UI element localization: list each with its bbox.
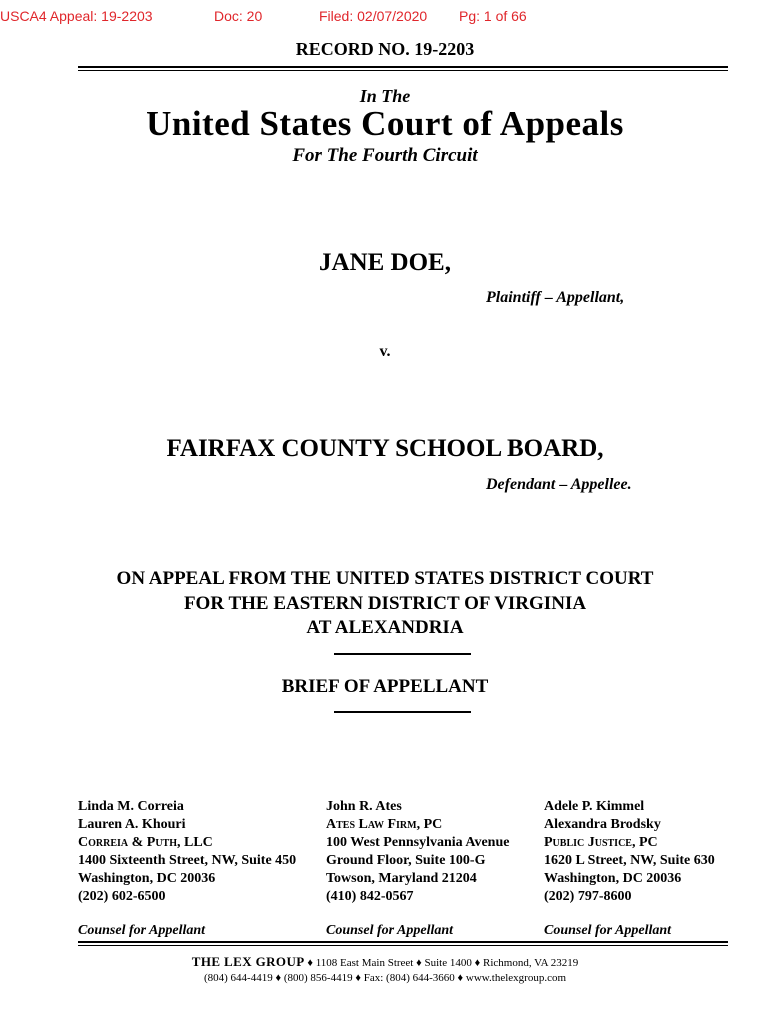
in-the-heading: In The	[359, 86, 411, 106]
counsel-phone: (202) 797-8600	[544, 889, 632, 904]
printer-city: Richmond, VA 23219	[483, 957, 579, 969]
counsel-phone: (202) 602-6500	[78, 889, 166, 904]
printer-fax: Fax: (804) 644-3660	[363, 972, 455, 984]
doc-number-stamp: Doc: 20	[214, 8, 263, 24]
diamond-separator-icon: ♦	[457, 972, 464, 984]
counsel-name: Linda M. Correia	[78, 799, 184, 814]
brief-rule-top	[334, 653, 471, 655]
counsel-address: Ground Floor, Suite 100-G	[326, 853, 486, 868]
versus: v.	[379, 343, 391, 360]
counsel-name: Adele P. Kimmel	[544, 799, 645, 814]
counsel-address: Washington, DC 20036	[78, 871, 216, 886]
header-rule-thin	[78, 70, 728, 71]
defendant-role: Defendant – Appellee.	[486, 476, 632, 493]
circuit-name: For The Fourth Circuit	[292, 145, 478, 166]
counsel-block-ates	[326, 798, 509, 906]
appeal-line-3: AT ALEXANDRIA	[306, 617, 464, 638]
counsel-firm: Correia & Puth, LLC	[78, 835, 213, 850]
printer-footer-line-2	[0, 972, 770, 984]
counsel-name: Alexandra Brodsky	[544, 817, 661, 832]
footer-rule-thick	[78, 941, 728, 943]
counsel-firm: Ates Law Firm, PC	[326, 817, 443, 832]
printer-street: 1108 East Main Street	[315, 957, 414, 969]
diamond-separator-icon: ♦	[416, 957, 422, 969]
counsel-address: 1620 L Street, NW, Suite 630	[544, 853, 715, 868]
diamond-separator-icon: ♦	[355, 972, 361, 984]
diamond-separator-icon: ♦	[474, 957, 481, 969]
brief-title: BRIEF OF APPELLANT	[281, 676, 489, 697]
printer-phone: (800) 856-4419	[283, 972, 353, 984]
printer-suite: Suite 1400	[424, 957, 472, 969]
counsel-role: Counsel for Appellant	[326, 923, 454, 938]
diamond-separator-icon: ♦	[307, 957, 313, 969]
counsel-address: 1400 Sixteenth Street, NW, Suite 450	[78, 853, 297, 868]
counsel-address: Towson, Maryland 21204	[326, 871, 477, 886]
counsel-block-correia	[78, 798, 296, 906]
footer-rule-thin	[78, 945, 728, 946]
court-name: United States Court of Appeals	[146, 104, 624, 143]
counsel-role: Counsel for Appellant	[544, 923, 672, 938]
appeal-line-2: FOR THE EASTERN DISTRICT OF VIRGINIA	[183, 593, 587, 614]
brief-rule-bottom	[334, 711, 471, 713]
counsel-phone: (410) 842-0567	[326, 889, 414, 904]
appeal-number-stamp: USCA4 Appeal: 19-2203	[0, 8, 153, 24]
printer-phone: (804) 644-4419	[203, 972, 273, 984]
header-rule-thick	[78, 66, 728, 68]
appeal-line-1: ON APPEAL FROM THE UNITED STATES DISTRICT COURT	[116, 568, 654, 589]
diamond-separator-icon: ♦	[275, 972, 282, 984]
printer-name: THE LEX GROUP	[191, 954, 305, 969]
page-count-stamp: Pg: 1 of 66	[459, 8, 527, 24]
counsel-name: Lauren A. Khouri	[78, 817, 186, 832]
plaintiff-name: JANE DOE,	[319, 249, 451, 276]
plaintiff-role: Plaintiff – Appellant,	[486, 289, 625, 306]
counsel-name: John R. Ates	[326, 799, 402, 814]
filed-date-stamp: Filed: 02/07/2020	[319, 8, 428, 24]
printer-footer-line-1	[0, 954, 770, 970]
counsel-block-kimmel	[544, 798, 715, 906]
counsel-address: Washington, DC 20036	[544, 871, 682, 886]
counsel-firm: Public Justice, PC	[544, 835, 658, 850]
counsel-address: 100 West Pennsylvania Avenue	[326, 835, 510, 850]
record-number: RECORD NO. 19-2203	[295, 39, 475, 59]
defendant-name: FAIRFAX COUNTY SCHOOL BOARD,	[166, 435, 604, 462]
counsel-role: Counsel for Appellant	[78, 923, 206, 938]
printer-website: www.thelexgroup.com	[465, 972, 567, 984]
